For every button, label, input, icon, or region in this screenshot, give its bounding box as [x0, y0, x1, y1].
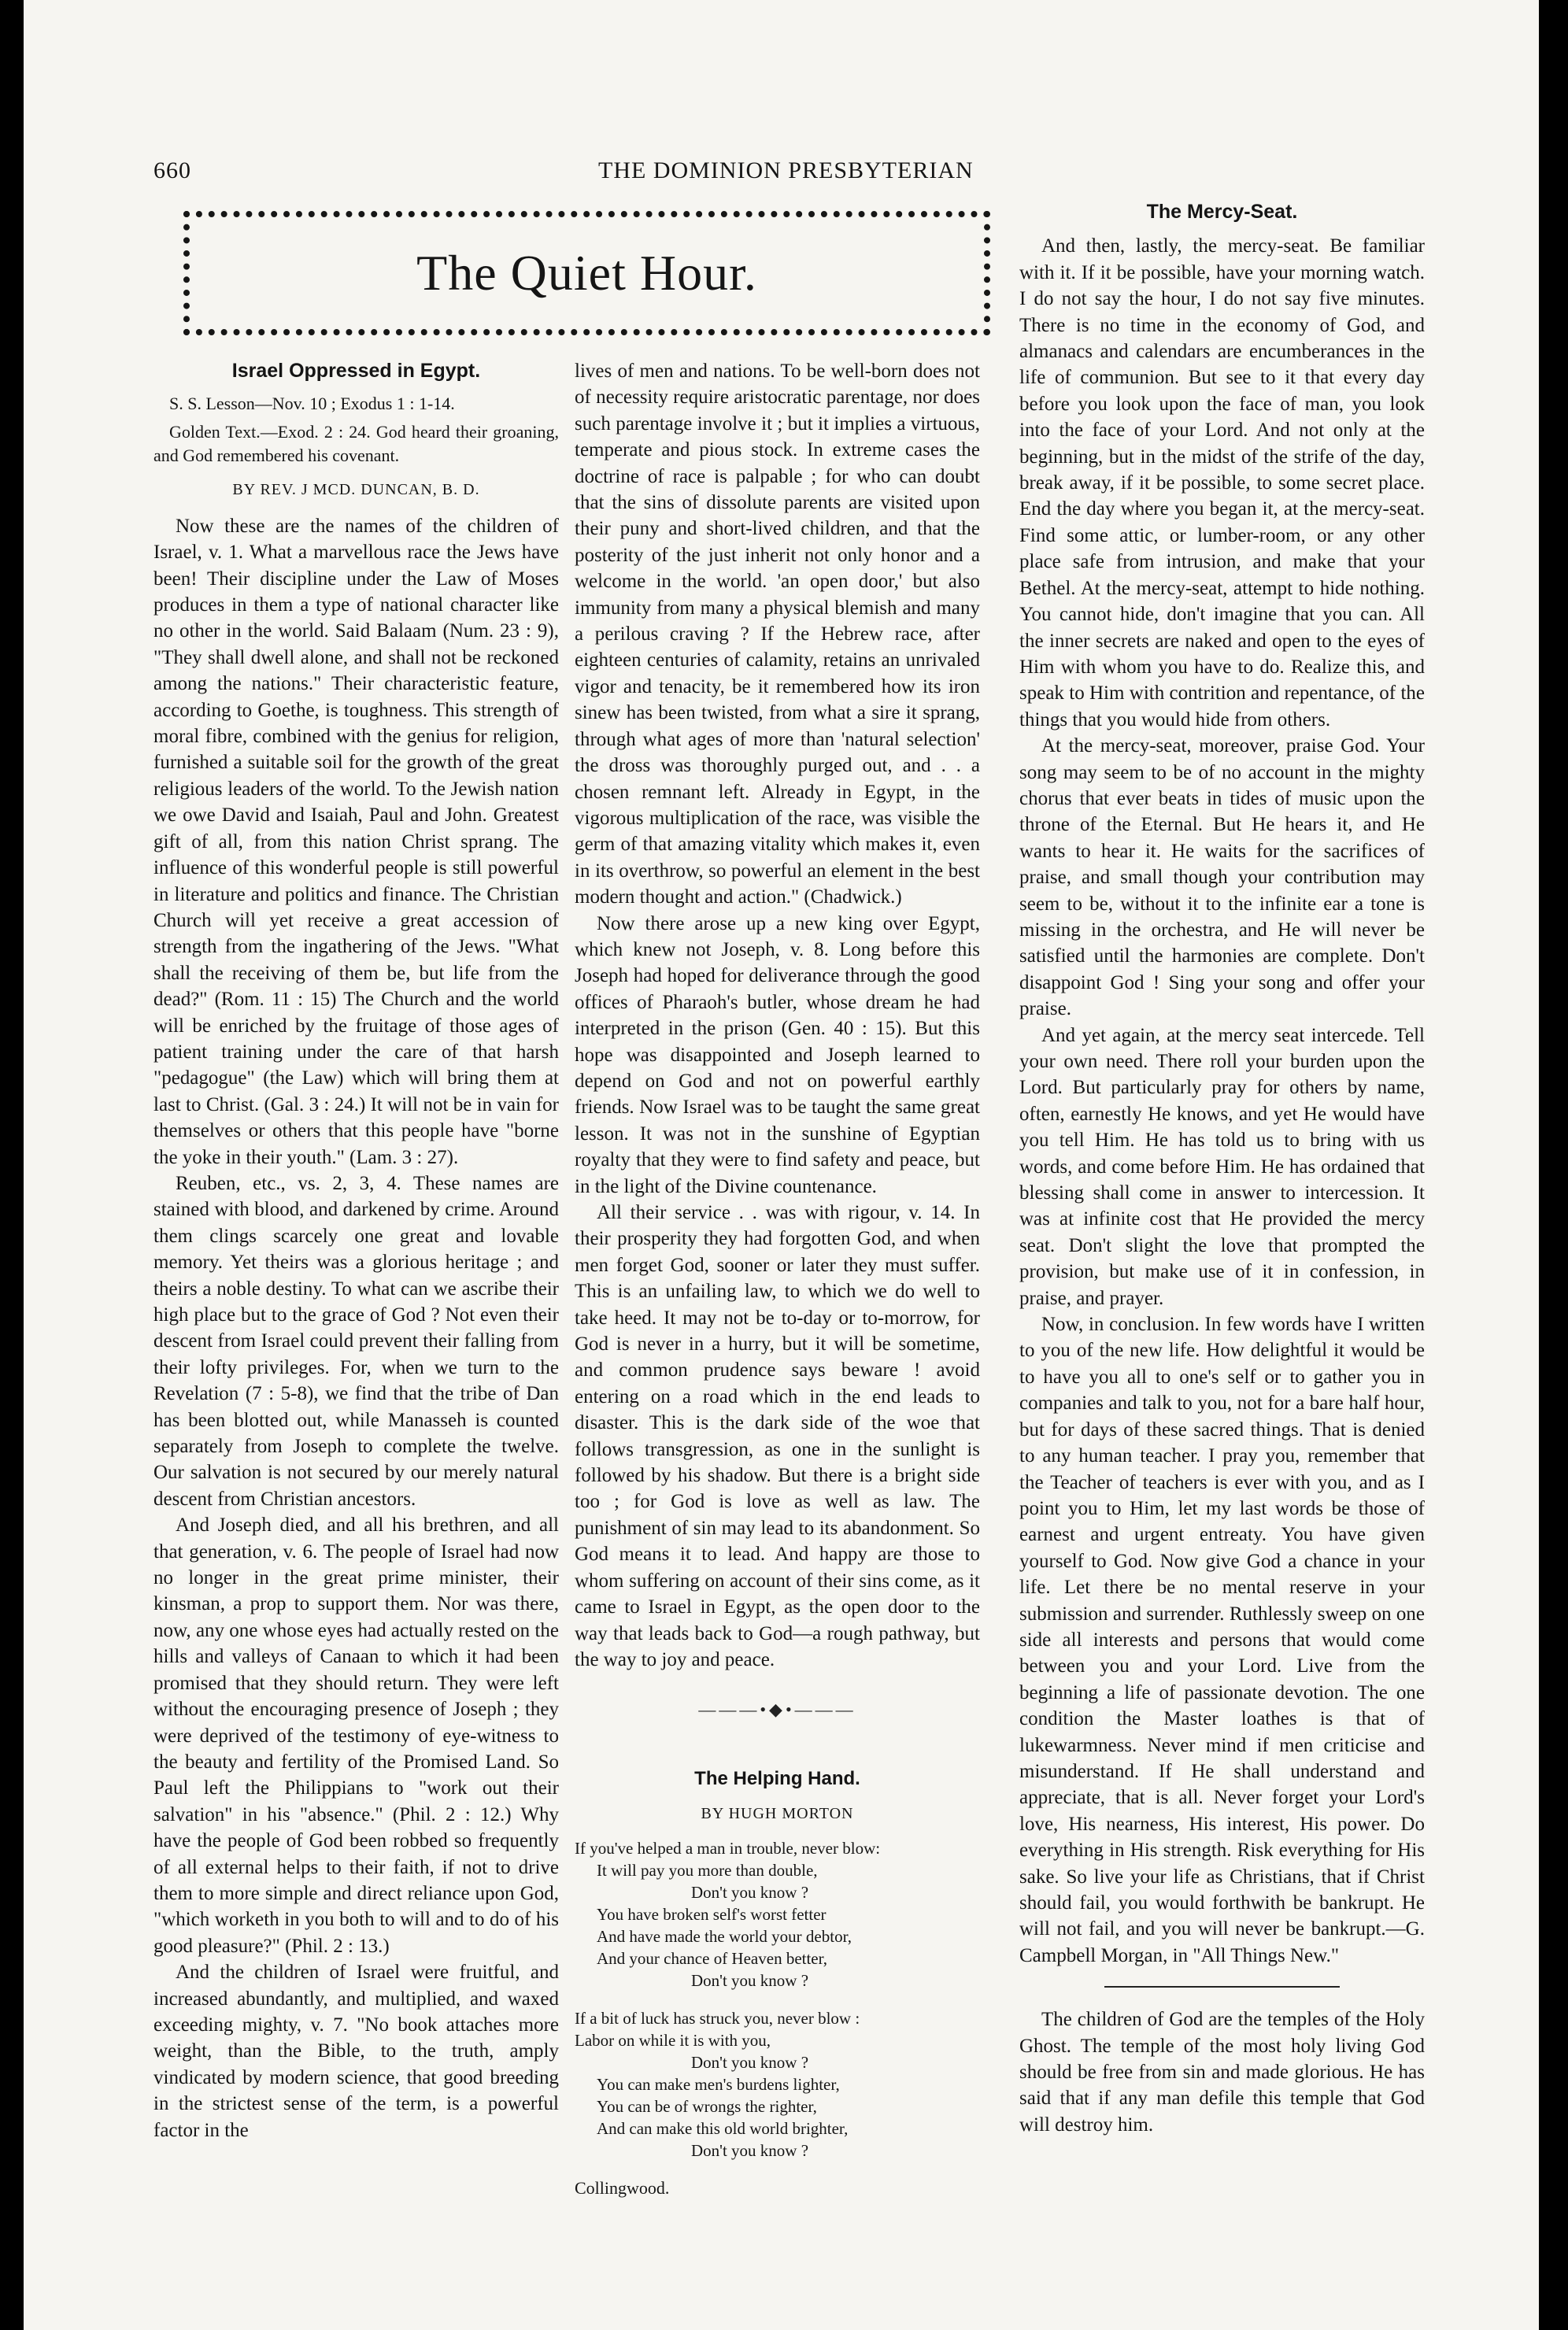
right-column	[1019, 199, 1425, 2138]
poem-line: And can make this old world brighter,	[597, 2118, 849, 2138]
poem-line: You have broken self's worst fetter	[597, 1904, 827, 1924]
banner-title: The Quiet Hour.	[416, 245, 757, 301]
divider-rule	[1104, 1986, 1340, 1988]
left-column	[153, 358, 559, 2143]
poem-byline: BY HUGH MORTON	[701, 1805, 854, 1823]
mercy-seat-paragraph: At the mercy-seat, moreover, praise God. Your song may seem to be of no account in the mighty chorus that ever beats in tides of music upon the throne of the Eternal. But He hears it, and He wants to hear it. He waits for the sacrifices of praise, and small though your contribution may seem to be, without it to the infinite ear a tone is missing in the orchestra, and He will never be satisfied until the harmonies are complete. Don't disappoint God ! Sing your song and offer your praise.	[1019, 735, 1425, 1020]
poem-line: Don't you know ?	[691, 1882, 809, 1902]
poem-line: Don't you know ?	[691, 2140, 809, 2160]
poem-line: You can be of wrongs the righter,	[597, 2096, 817, 2116]
lesson-byline: BY REV. J MCD. DUNCAN, B. D.	[232, 481, 480, 499]
lesson-paragraph: All their service . . was with rigour, v. 14. In their prosperity they had forgotten God, and when men forget God, sooner or later they must suffer. This is an unfailing law, to which we do well to take heed. It may not be to-day or to-morrow, for God is never in a hurry, but it will be sometime, and common prudence says beware ! avoid entering on a road which in the end leads to disaster. This is the dark side of the woe that follows transgression, as one in the sunlight is followed by his shadow. But there is a bright side too ; for God is love as well as law. The punishment of sin may lead to its abandonment. So God means it to lead. And happy are those to whom suffering on account of their sins come, as it came to Israel in Egypt, as the open door to the way that leads back to God—a rough pathway, but the way to joy and peace.	[575, 1202, 980, 1670]
poem-line: If a bit of luck has struck you, never blow :	[575, 2008, 860, 2028]
poem-title: The Helping Hand.	[694, 1767, 860, 1789]
mercy-seat-paragraph: Now, in conclusion. In few words have I written to you of the new life. How delightful it would be to have you all to one's self or to gather you in companies and talk to you, not for a bare half hour, but for days of these sacred things. That is denied to any human teacher. I pray you, remember that the Teacher of teachers is ever with you, and as I point you to Him, let my last words be those of earnest and urgent entreaty. You have given yourself to God. Now give God a chance in your life. Let there be no mental reserve in your submission and surrender. Ruthlessly sweep on one side all interests and persons that would come between you and your Lord. Live from the beginning a life of passionate devotion. The one condition the Master loathes is that of lukewarmness. Never mind if men criticise and misunderstand. If He shall understand and appreciate, that is all. Never forget your Lord's love, His nearness, His interest, His power. Do everything in His strength. Risk everything for His sake. So live your life as Christians, that if Christ should fail, you would forthwith be bankrupt. He will not fail, and you will never be bankrupt.—G. Campbell Morgan, in "All Things New."	[1019, 1314, 1425, 1966]
lesson-heading: Israel Oppressed in Egypt.	[231, 360, 481, 382]
lesson-paragraph: Now these are the names of the children of Israel, v. 1. What a marvellous race the Jews have been! Their discipline under the Law of Moses produces in them a type of national character like no other in the world. Said Balaam (Num. 23 : 9), "They shall dwell alone, and shall not be reckoned among the nations." Their characteristic feature, according to Goethe, is toughness. This strength of moral fibre, combined with the genius for religion, furnished a suitable soil for the growth of the great religious leaders of the world. To the Jewish nation we owe David and Isaiah, Paul and John. Greatest gift of all, from this nation Christ sprang. The influence of this wonderful people is still powerful in literature and politics and finance. The Christian Church will yet receive a great accession of strength from the ingathering of the Jews. "What shall the receiving of them be, but life from the dead?" (Rom. 11 : 15) The Church and the world will be enriched by the fruitage of those ages of patient training under the care of that harsh "pedagogue" (the Law) which will bring them at last to Christ. (Gal. 3 : 24.) It will not be in vain for themselves or others that this people have "borne the yoke in their youth." (Lam. 3 : 27).	[153, 515, 559, 1168]
poem-line: And have made the world your debtor,	[597, 1926, 852, 1946]
middle-column	[575, 358, 980, 2199]
lesson-paragraph: And the children of Israel were fruitful, and increased abundantly, and multiplied, and waxed exceeding mighty, v. 7. "No book attaches more weight, than the Bible, to the truth, amply vindicated by modern science, that good breeding in the strictest sense of the term, is a powerful factor in the	[153, 1962, 559, 2141]
lesson-reference: S. S. Lesson—Nov. 10 ; Exodus 1 : 1-14.	[169, 394, 455, 414]
quiet-hour-banner	[183, 211, 990, 335]
mercy-seat-heading: The Mercy-Seat.	[1146, 201, 1298, 223]
mercy-seat-paragraph: And yet again, at the mercy seat intercede. Tell your own need. There roll your burden upon the Lord. But particularly pray for others by name, often, earnestly He knows, and yet He would have you tell Him. He has told us to bring with us words, and come before Him. He has ordained that blessing shall come in answer to intercession. It was at infinite cost that He provided the mercy seat. Don't slight the love that prompted the provision, but make use of it in confession, in praise, and prayer.	[1019, 1024, 1425, 1309]
poem-line: Don't you know ?	[691, 1970, 809, 1990]
mercy-seat-paragraph: And then, lastly, the mercy-seat. Be familiar with it. If it be possible, have your morning watch. I do not say the hour, I do not say five minutes. There is no time in the economy of God, and almanacs and calendars are encumberances in the life of communion. But see to it that every day before you look upon the face of man, you look into the face of your Lord. And not only at the beginning, but in the midst of the strife of the day, break away, if it be possible, to some secret place. End the day where you began it, at the mercy-seat. Find some attic, or lumber-room, or any other place safe from intrusion, and make that your Bethel. At the mercy-seat, attempt to hide nothing. You cannot hide, don't imagine that you can. All the inner secrets are naked and open to the eyes of Him with whom you have to do. Realize this, and speak to Him with contrition and repentance, of the things that you would hide from others.	[1019, 235, 1425, 730]
golden-text: Golden Text.—Exod. 2 : 24. God heard their groaning, and God remembered his covenant.	[153, 422, 559, 466]
lesson-paragraph: Now there arose up a new king over Egypt, which knew not Joseph, v. 8. Long before this Joseph had hoped for deliverance through the good offices of Pharaoh's butler, whose dream he had interpreted in the prison (Gen. 40 : 15). But this hope was disappointed and Joseph learned to depend on God and not on powerful earthly friends. Now Israel was to be taught the same great lesson. It was not in the sunshine of Egyptian royalty that they were to find safety and peace, but in the light of the Divine countenance.	[575, 912, 980, 1197]
poem-stanza	[575, 1837, 980, 1992]
poem	[575, 1837, 980, 2199]
lesson-paragraph-continued: lives of men and nations. To be well-born does not of necessity require aristocratic parentage, nor does such parentage involve it ; but it implies a virtuous, temperate and pious stock. In extreme cases the doctrine of race is palpable ; for who can doubt that the sins of dissolute parents are visited upon their puny and short-lived children, and that the posterity of the just inherit not only honor and a welcome in the world. 'an open door,' but also immunity from many a physical blemish and many a perilous craving ? If the Hebrew race, after eighteen centuries of calamity, retains an unrivaled vigor and tenacity, be it remembered how its iron sinew has been twisted, from what a sire it sprang, through what ages of more than 'natural selection' the dross was thoroughly purged out, and . . a chosen remnant left. Already in Egypt, in the vigorous multiplication of the race, was visible the germ of that amazing vitality which makes it, even in its overthrow, so powerful an element in the best modern thought and action." (Chadwick.)	[575, 361, 980, 908]
poem-stanza	[575, 2007, 980, 2162]
lesson-paragraph: And Joseph died, and all his brethren, and all that generation, v. 6. The people of Israel had now no longer in the great prime minister, their kinsman, a prop to support them. Nor was there, now, any one whose eyes had actually rested on the hills and valleys of Canaan to which it had been promised that they should return. They were left without the encouraging presence of Joseph ; they were deprived of the testimony of eye-witness to the beauty and fertility of the Promised Land. So Paul left the Philippians to "work out their salvation" in his "absence." (Phil. 2 : 12.) Why have the people of God been robbed so frequently of all external helps to their faith, if not to drive them to more simple and direct reliance upon God, "which worketh in you both to will and to do of his good pleasure?" (Phil. 2 : 13.)	[153, 1514, 559, 1957]
poem-line: If you've helped a man in trouble, never blow:	[575, 1838, 881, 1858]
section-ornament: ———•◆•———	[698, 1699, 856, 1720]
poem-line: Labor on while it is with you,	[575, 2030, 771, 2050]
newspaper-page	[24, 0, 1539, 2330]
poem-line: It will pay you more than double,	[597, 1860, 818, 1880]
poem-line: You can make men's burdens lighter,	[597, 2074, 840, 2094]
poem-signature: Collingwood.	[575, 2177, 670, 2198]
closing-paragraph: The children of God are the temples of the Holy Ghost. The temple of the most holy living God should be free from sin and made glorious. He has said that if any man defile this temple that God will destroy him.	[1019, 2009, 1425, 2136]
poem-line: Don't you know ?	[691, 2052, 809, 2072]
journal-title: THE DOMINION PRESBYTERIAN	[598, 157, 974, 183]
page-number: 660	[153, 157, 191, 183]
lesson-paragraph: Reuben, etc., vs. 2, 3, 4. These names are stained with blood, and darkened by crime. Around them clings scarcely one great and lovable memory. Yet theirs was a glorious heritage ; and theirs a noble destiny. To what can we ascribe their high place but to the grace of God ? Not even their descent from Israel could prevent their falling from their lofty privileges. For, when we turn to the Revelation (7 : 5-8), we find that the tribe of Dan has been blotted out, while Manasseh is counted separately from Joseph to complete the twelve. Our salvation is not secured by our merely natural descent from Christian ancestors.	[153, 1172, 559, 1510]
poem-line: And your chance of Heaven better,	[597, 1948, 828, 1968]
